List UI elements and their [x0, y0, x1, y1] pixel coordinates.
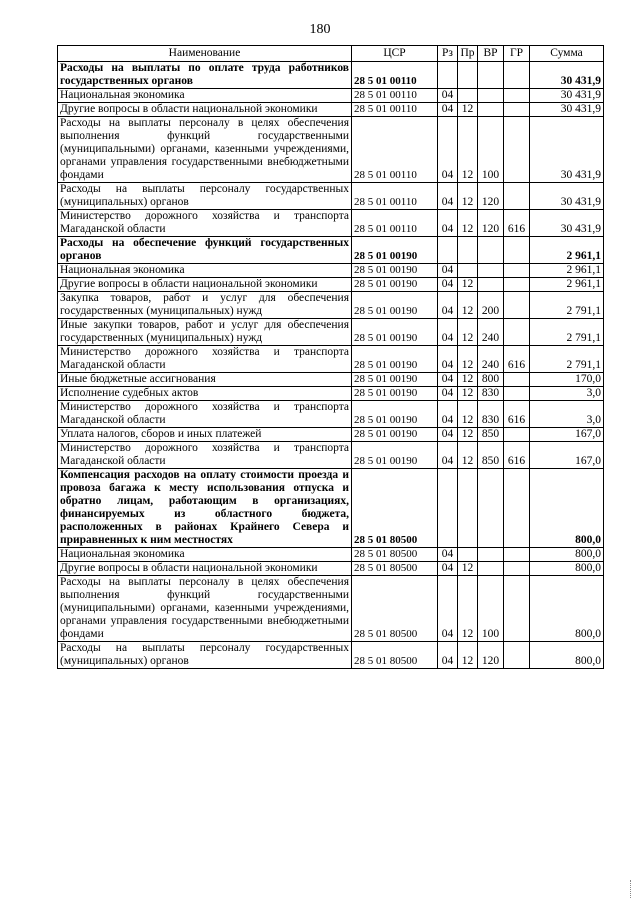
- row-name: Расходы на выплаты персоналу в целях обеспечения выполнения функций государственными (муниципальными) органами, казенными учреждениями, органами управления государственными внебюджетными фондами: [58, 576, 352, 642]
- row-gr: [504, 642, 530, 669]
- row-gr: [504, 62, 530, 89]
- row-vr: 200: [478, 292, 504, 319]
- row-rz: [438, 469, 458, 548]
- row-csr: 28 5 01 00110: [352, 210, 438, 237]
- row-name: Другие вопросы в области национальной экономики: [58, 562, 352, 576]
- row-name: Расходы на выплаты персоналу государственных (муниципальных) органов: [58, 183, 352, 210]
- row-name: Расходы на обеспечение функций государственных органов: [58, 237, 352, 264]
- row-csr: 28 5 01 80500: [352, 469, 438, 548]
- row-csr: 28 5 01 80500: [352, 548, 438, 562]
- table-row: [58, 401, 604, 428]
- table-row: [58, 373, 604, 387]
- row-csr: 28 5 01 00190: [352, 264, 438, 278]
- row-gr: 616: [504, 346, 530, 373]
- row-csr: 28 5 01 00190: [352, 373, 438, 387]
- row-name: Закупка товаров, работ и услуг для обеспечения государственных (муниципальных) нужд: [58, 292, 352, 319]
- table-row: [58, 562, 604, 576]
- row-gr: [504, 387, 530, 401]
- page-number: 180: [309, 22, 331, 37]
- row-sum: 170,0: [530, 373, 604, 387]
- row-gr: [504, 319, 530, 346]
- row-pr: 12: [458, 373, 478, 387]
- row-rz: 04: [438, 576, 458, 642]
- row-pr: 12: [458, 278, 478, 292]
- header-gr: ГР: [504, 46, 530, 62]
- row-csr: 28 5 01 80500: [352, 642, 438, 669]
- header-name: Наименование: [58, 46, 352, 62]
- row-rz: [438, 237, 458, 264]
- row-csr: 28 5 01 00110: [352, 183, 438, 210]
- row-vr: 100: [478, 117, 504, 183]
- row-rz: 04: [438, 210, 458, 237]
- row-rz: 04: [438, 401, 458, 428]
- row-pr: [458, 62, 478, 89]
- row-rz: 04: [438, 346, 458, 373]
- row-name: Национальная экономика: [58, 89, 352, 103]
- row-vr: 830: [478, 387, 504, 401]
- row-sum: 800,0: [530, 642, 604, 669]
- table-row: [58, 62, 604, 89]
- row-rz: 04: [438, 428, 458, 442]
- row-name: Иные закупки товаров, работ и услуг для обеспечения государственных (муниципальных) нужд: [58, 319, 352, 346]
- table-row: [58, 89, 604, 103]
- row-csr: 28 5 01 00190: [352, 278, 438, 292]
- row-sum: 30 431,9: [530, 89, 604, 103]
- row-rz: 04: [438, 319, 458, 346]
- table-row: [58, 442, 604, 469]
- row-sum: 30 431,9: [530, 62, 604, 89]
- row-csr: 28 5 01 00190: [352, 292, 438, 319]
- row-pr: [458, 237, 478, 264]
- table-row: [58, 292, 604, 319]
- row-csr: 28 5 01 00190: [352, 387, 438, 401]
- row-name: Национальная экономика: [58, 548, 352, 562]
- row-pr: 12: [458, 442, 478, 469]
- row-sum: 2 961,1: [530, 237, 604, 264]
- row-gr: 616: [504, 442, 530, 469]
- row-name: Министерство дорожного хозяйства и транспорта Магаданской области: [58, 442, 352, 469]
- row-pr: [458, 469, 478, 548]
- row-rz: 04: [438, 103, 458, 117]
- row-sum: 3,0: [530, 401, 604, 428]
- header-rz: Рз: [438, 46, 458, 62]
- row-vr: 850: [478, 442, 504, 469]
- row-sum: 2 791,1: [530, 319, 604, 346]
- row-vr: 100: [478, 576, 504, 642]
- row-csr: 28 5 01 00110: [352, 62, 438, 89]
- row-pr: 12: [458, 103, 478, 117]
- row-sum: 167,0: [530, 428, 604, 442]
- header-csr: ЦСР: [352, 46, 438, 62]
- row-name: Министерство дорожного хозяйства и транспорта Магаданской области: [58, 210, 352, 237]
- row-vr: [478, 62, 504, 89]
- row-rz: 04: [438, 117, 458, 183]
- row-pr: 12: [458, 210, 478, 237]
- budget-table: [57, 45, 604, 669]
- row-pr: 12: [458, 562, 478, 576]
- table-body: [58, 62, 604, 669]
- row-name: Расходы на выплаты персоналу государственных (муниципальных) органов: [58, 642, 352, 669]
- table-row: [58, 103, 604, 117]
- row-name: Расходы на выплаты по оплате труда работников государственных органов: [58, 62, 352, 89]
- row-vr: 850: [478, 428, 504, 442]
- row-name: Расходы на выплаты персоналу в целях обеспечения выполнения функций государственными (муниципальными) органами, казенными учреждениями, органами управления государственными внебюджетными фондами: [58, 117, 352, 183]
- row-rz: 04: [438, 278, 458, 292]
- row-vr: 120: [478, 183, 504, 210]
- table-row: [58, 642, 604, 669]
- row-vr: [478, 103, 504, 117]
- row-rz: 04: [438, 292, 458, 319]
- row-sum: 800,0: [530, 576, 604, 642]
- row-vr: [478, 469, 504, 548]
- row-vr: [478, 562, 504, 576]
- row-csr: 28 5 01 00190: [352, 442, 438, 469]
- row-csr: 28 5 01 00190: [352, 428, 438, 442]
- table-row: [58, 469, 604, 548]
- table-header-row: [58, 46, 604, 62]
- row-rz: 04: [438, 442, 458, 469]
- row-csr: 28 5 01 00110: [352, 117, 438, 183]
- row-name: Другие вопросы в области национальной экономики: [58, 103, 352, 117]
- row-gr: 616: [504, 401, 530, 428]
- row-pr: 12: [458, 319, 478, 346]
- table-row: [58, 576, 604, 642]
- row-sum: 30 431,9: [530, 117, 604, 183]
- row-gr: [504, 278, 530, 292]
- row-name: Компенсация расходов на оплату стоимости проезда и провоза багажа к месту использования отпуска и обратно лицам, работающим в организациях, финансируемых из областного бюджета, расположенных в районах Крайнего Севера и приравненных к ним местностях: [58, 469, 352, 548]
- row-sum: 30 431,9: [530, 103, 604, 117]
- row-gr: [504, 373, 530, 387]
- row-vr: 120: [478, 210, 504, 237]
- row-vr: [478, 237, 504, 264]
- header-sum: Сумма: [530, 46, 604, 62]
- row-csr: 28 5 01 00110: [352, 89, 438, 103]
- row-name: Министерство дорожного хозяйства и транспорта Магаданской области: [58, 401, 352, 428]
- row-name: Иные бюджетные ассигнования: [58, 373, 352, 387]
- row-sum: 2 961,1: [530, 278, 604, 292]
- row-sum: 2 791,1: [530, 346, 604, 373]
- header-vr: ВР: [478, 46, 504, 62]
- table-row: [58, 428, 604, 442]
- margin-mark: [630, 880, 634, 898]
- row-name: Уплата налогов, сборов и иных платежей: [58, 428, 352, 442]
- row-vr: 830: [478, 401, 504, 428]
- row-pr: 12: [458, 183, 478, 210]
- table-row: [58, 548, 604, 562]
- row-sum: 2 791,1: [530, 292, 604, 319]
- table-row: [58, 346, 604, 373]
- row-vr: 120: [478, 642, 504, 669]
- row-pr: 12: [458, 346, 478, 373]
- row-gr: 616: [504, 210, 530, 237]
- row-pr: 12: [458, 387, 478, 401]
- table-row: [58, 183, 604, 210]
- row-csr: 28 5 01 00190: [352, 401, 438, 428]
- row-pr: 12: [458, 401, 478, 428]
- row-vr: [478, 264, 504, 278]
- row-rz: 04: [438, 548, 458, 562]
- row-rz: 04: [438, 387, 458, 401]
- row-sum: 30 431,9: [530, 210, 604, 237]
- row-name: Другие вопросы в области национальной экономики: [58, 278, 352, 292]
- row-vr: 240: [478, 319, 504, 346]
- row-rz: 04: [438, 89, 458, 103]
- row-pr: [458, 264, 478, 278]
- table-row: [58, 319, 604, 346]
- row-pr: 12: [458, 642, 478, 669]
- header-pr: Пр: [458, 46, 478, 62]
- row-gr: [504, 264, 530, 278]
- table-row: [58, 237, 604, 264]
- row-vr: 240: [478, 346, 504, 373]
- row-sum: 167,0: [530, 442, 604, 469]
- row-rz: 04: [438, 562, 458, 576]
- row-gr: [504, 469, 530, 548]
- row-sum: 800,0: [530, 469, 604, 548]
- row-csr: 28 5 01 00110: [352, 103, 438, 117]
- row-pr: 12: [458, 428, 478, 442]
- row-vr: [478, 278, 504, 292]
- row-csr: 28 5 01 80500: [352, 576, 438, 642]
- table-row: [58, 278, 604, 292]
- row-pr: 12: [458, 117, 478, 183]
- table-row: [58, 264, 604, 278]
- row-csr: 28 5 01 00190: [352, 237, 438, 264]
- row-csr: 28 5 01 00190: [352, 319, 438, 346]
- row-gr: [504, 117, 530, 183]
- row-vr: 800: [478, 373, 504, 387]
- table-row: [58, 117, 604, 183]
- row-pr: 12: [458, 576, 478, 642]
- table-row: [58, 387, 604, 401]
- row-rz: 04: [438, 373, 458, 387]
- row-sum: 3,0: [530, 387, 604, 401]
- row-pr: [458, 89, 478, 103]
- row-rz: [438, 62, 458, 89]
- row-pr: [458, 548, 478, 562]
- row-vr: [478, 89, 504, 103]
- row-gr: [504, 292, 530, 319]
- row-gr: [504, 562, 530, 576]
- row-sum: 800,0: [530, 562, 604, 576]
- row-pr: 12: [458, 292, 478, 319]
- row-sum: 30 431,9: [530, 183, 604, 210]
- row-name: Министерство дорожного хозяйства и транспорта Магаданской области: [58, 346, 352, 373]
- row-gr: [504, 89, 530, 103]
- row-vr: [478, 548, 504, 562]
- row-rz: 04: [438, 642, 458, 669]
- row-gr: [504, 548, 530, 562]
- row-gr: [504, 237, 530, 264]
- row-rz: 04: [438, 183, 458, 210]
- row-sum: 800,0: [530, 548, 604, 562]
- row-csr: 28 5 01 80500: [352, 562, 438, 576]
- row-name: Исполнение судебных актов: [58, 387, 352, 401]
- row-gr: [504, 576, 530, 642]
- row-gr: [504, 183, 530, 210]
- table-row: [58, 210, 604, 237]
- row-gr: [504, 103, 530, 117]
- row-name: Национальная экономика: [58, 264, 352, 278]
- row-gr: [504, 428, 530, 442]
- row-rz: 04: [438, 264, 458, 278]
- row-sum: 2 961,1: [530, 264, 604, 278]
- row-csr: 28 5 01 00190: [352, 346, 438, 373]
